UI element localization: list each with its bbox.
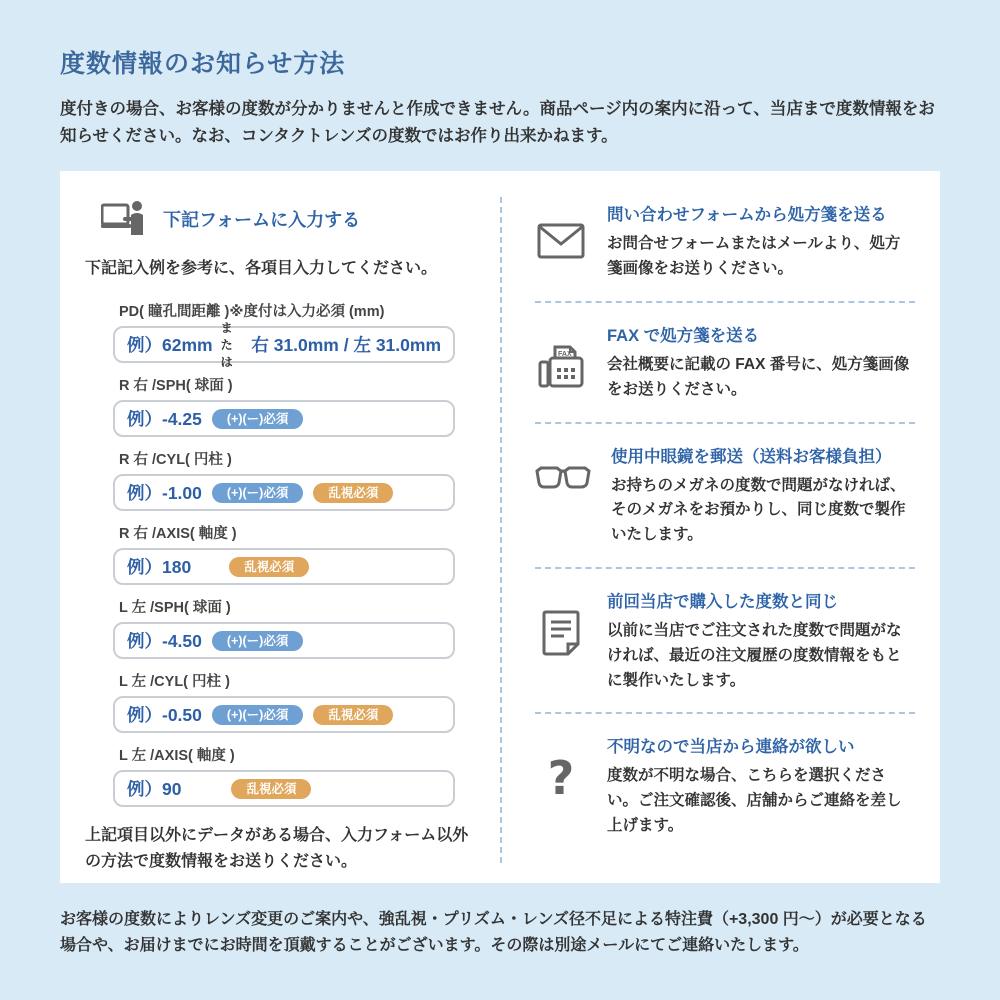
mail-icon (535, 201, 587, 282)
example-box-l-sph (113, 622, 455, 659)
field-pd (113, 300, 480, 370)
field-label: R 右 /AXIS( 軸度 ) (119, 526, 237, 543)
example-box-r-cyl (113, 474, 455, 511)
glasses-icon (535, 443, 591, 548)
field-l-sph (113, 596, 480, 659)
method-body: 度数が不明な場合、こちらを選択ください。ご注文確認後、店舗からご連絡を差し上げます。 (607, 767, 902, 834)
method-text (607, 322, 915, 403)
example-value: 例）-4.25 (127, 409, 202, 430)
plus-minus-required-badge: (+)(ー)必須 (212, 631, 303, 652)
dashed-divider (535, 422, 915, 424)
document-icon (535, 588, 587, 693)
example-value: 例）62mm (127, 335, 213, 356)
method-text (607, 588, 915, 693)
footer-note: お客様の度数によりレンズ変更のご案内や、強乱視・プリズム・レンズ径不足による特注費（+3,300 円〜）が必要となる場合や、お届けまでにお時間を頂戴することがございます。その際は別途メールにてご連絡いたします。 (60, 911, 927, 955)
plus-minus-required-badge: (+)(ー)必須 (212, 483, 303, 504)
intro-text: 度付きの場合、お客様の度数が分かりませんと作成できません。商品ページ内の案内に沿って、当店まで度数情報をお知らせください。なお、コンタクトレンズの度数ではお作り出来かねます。 (60, 100, 935, 145)
dashed-divider (535, 567, 915, 569)
astigmatism-required-badge: 乱視必須 (231, 779, 311, 800)
form-example-column (60, 197, 502, 871)
method-title: 不明なので当店から連絡が欲しい (607, 738, 855, 757)
example-or-text: または (220, 321, 233, 370)
form-header (101, 201, 480, 237)
question-icon: ? (547, 751, 575, 806)
plus-minus-required-badge: (+)(ー)必須 (212, 705, 303, 726)
method-text (611, 443, 915, 548)
method-title: FAX で処方箋を送る (607, 327, 760, 346)
dashed-divider (535, 712, 915, 714)
example-box-l-axis (113, 770, 455, 807)
field-label: PD( 瞳孔間距離 )※度付は入力必須 (mm) (119, 304, 385, 321)
field-label: L 左 /AXIS( 軸度 ) (119, 748, 235, 765)
plus-minus-required-badge: (+)(ー)必須 (212, 409, 303, 430)
method-previous-order (535, 588, 915, 693)
astigmatism-required-badge: 乱視必須 (229, 557, 309, 578)
example-value-2: 右 31.0mm / 左 31.0mm (251, 335, 441, 356)
method-contact-form (535, 201, 915, 282)
fax-icon (535, 322, 587, 403)
example-value: 例）90 (127, 779, 182, 800)
field-label: R 右 /SPH( 球面 ) (119, 378, 233, 395)
dashed-divider (535, 301, 915, 303)
method-body: お持ちのメガネの度数で問題がなければ、そのメガネをお預かりし、同じ度数で製作いたします。 (611, 476, 906, 544)
presenter-computer-icon (101, 201, 147, 237)
field-r-cyl (113, 448, 480, 511)
example-box-l-cyl (113, 696, 455, 733)
form-bottom-note: 上記項目以外にデータがある場合、入力フォーム以外の方法で度数情報をお送りください。 (85, 827, 469, 871)
example-box-r-sph (113, 400, 455, 437)
method-title: 問い合わせフォームから処方箋を送る (607, 206, 887, 225)
alternative-methods-column (502, 197, 940, 863)
example-value: 例）-4.50 (127, 631, 202, 652)
svg-text:FAX: FAX (558, 351, 572, 359)
form-section-title: 下記フォームに入力する (163, 210, 361, 231)
example-box-pd (113, 321, 455, 370)
example-value: 例）-0.50 (127, 705, 202, 726)
method-unknown-contact-me (535, 733, 915, 838)
method-body: お問合せフォームまたはメールより、処方箋画像をお送りください。 (607, 235, 901, 278)
page-title: 度数情報のお知らせ方法 (60, 50, 346, 78)
example-value: 例）-1.00 (127, 483, 202, 504)
field-label: R 右 /CYL( 円柱 ) (119, 452, 232, 469)
field-l-cyl (113, 670, 480, 733)
method-title: 使用中眼鏡を郵送（送料お客様負担） (611, 447, 892, 466)
method-text (607, 733, 915, 838)
astigmatism-required-badge: 乱視必須 (313, 705, 393, 726)
field-r-sph (113, 374, 480, 437)
form-subtitle: 下記記入例を参考に、各項目入力してください。 (85, 260, 438, 278)
method-mail-glasses (535, 443, 915, 548)
method-title: 前回当店で購入した度数と同じ (607, 593, 838, 612)
method-fax (535, 322, 915, 403)
field-r-axis (113, 522, 480, 585)
method-text (607, 201, 915, 282)
method-body: 会社概要に記載の FAX 番号に、処方箋画像をお送りください。 (607, 356, 910, 398)
field-l-axis (113, 744, 480, 807)
astigmatism-required-badge: 乱視必須 (313, 483, 393, 504)
example-box-r-axis (113, 548, 455, 585)
field-label: L 左 /CYL( 円柱 ) (119, 674, 230, 691)
methods-panel (60, 171, 940, 883)
field-label: L 左 /SPH( 球面 ) (119, 600, 231, 617)
example-value: 例）180 (127, 557, 192, 578)
method-body: 以前に当店でご注文された度数で問題がなければ、最近の注文履歴の度数情報をもとに製作いたします。 (607, 622, 902, 689)
